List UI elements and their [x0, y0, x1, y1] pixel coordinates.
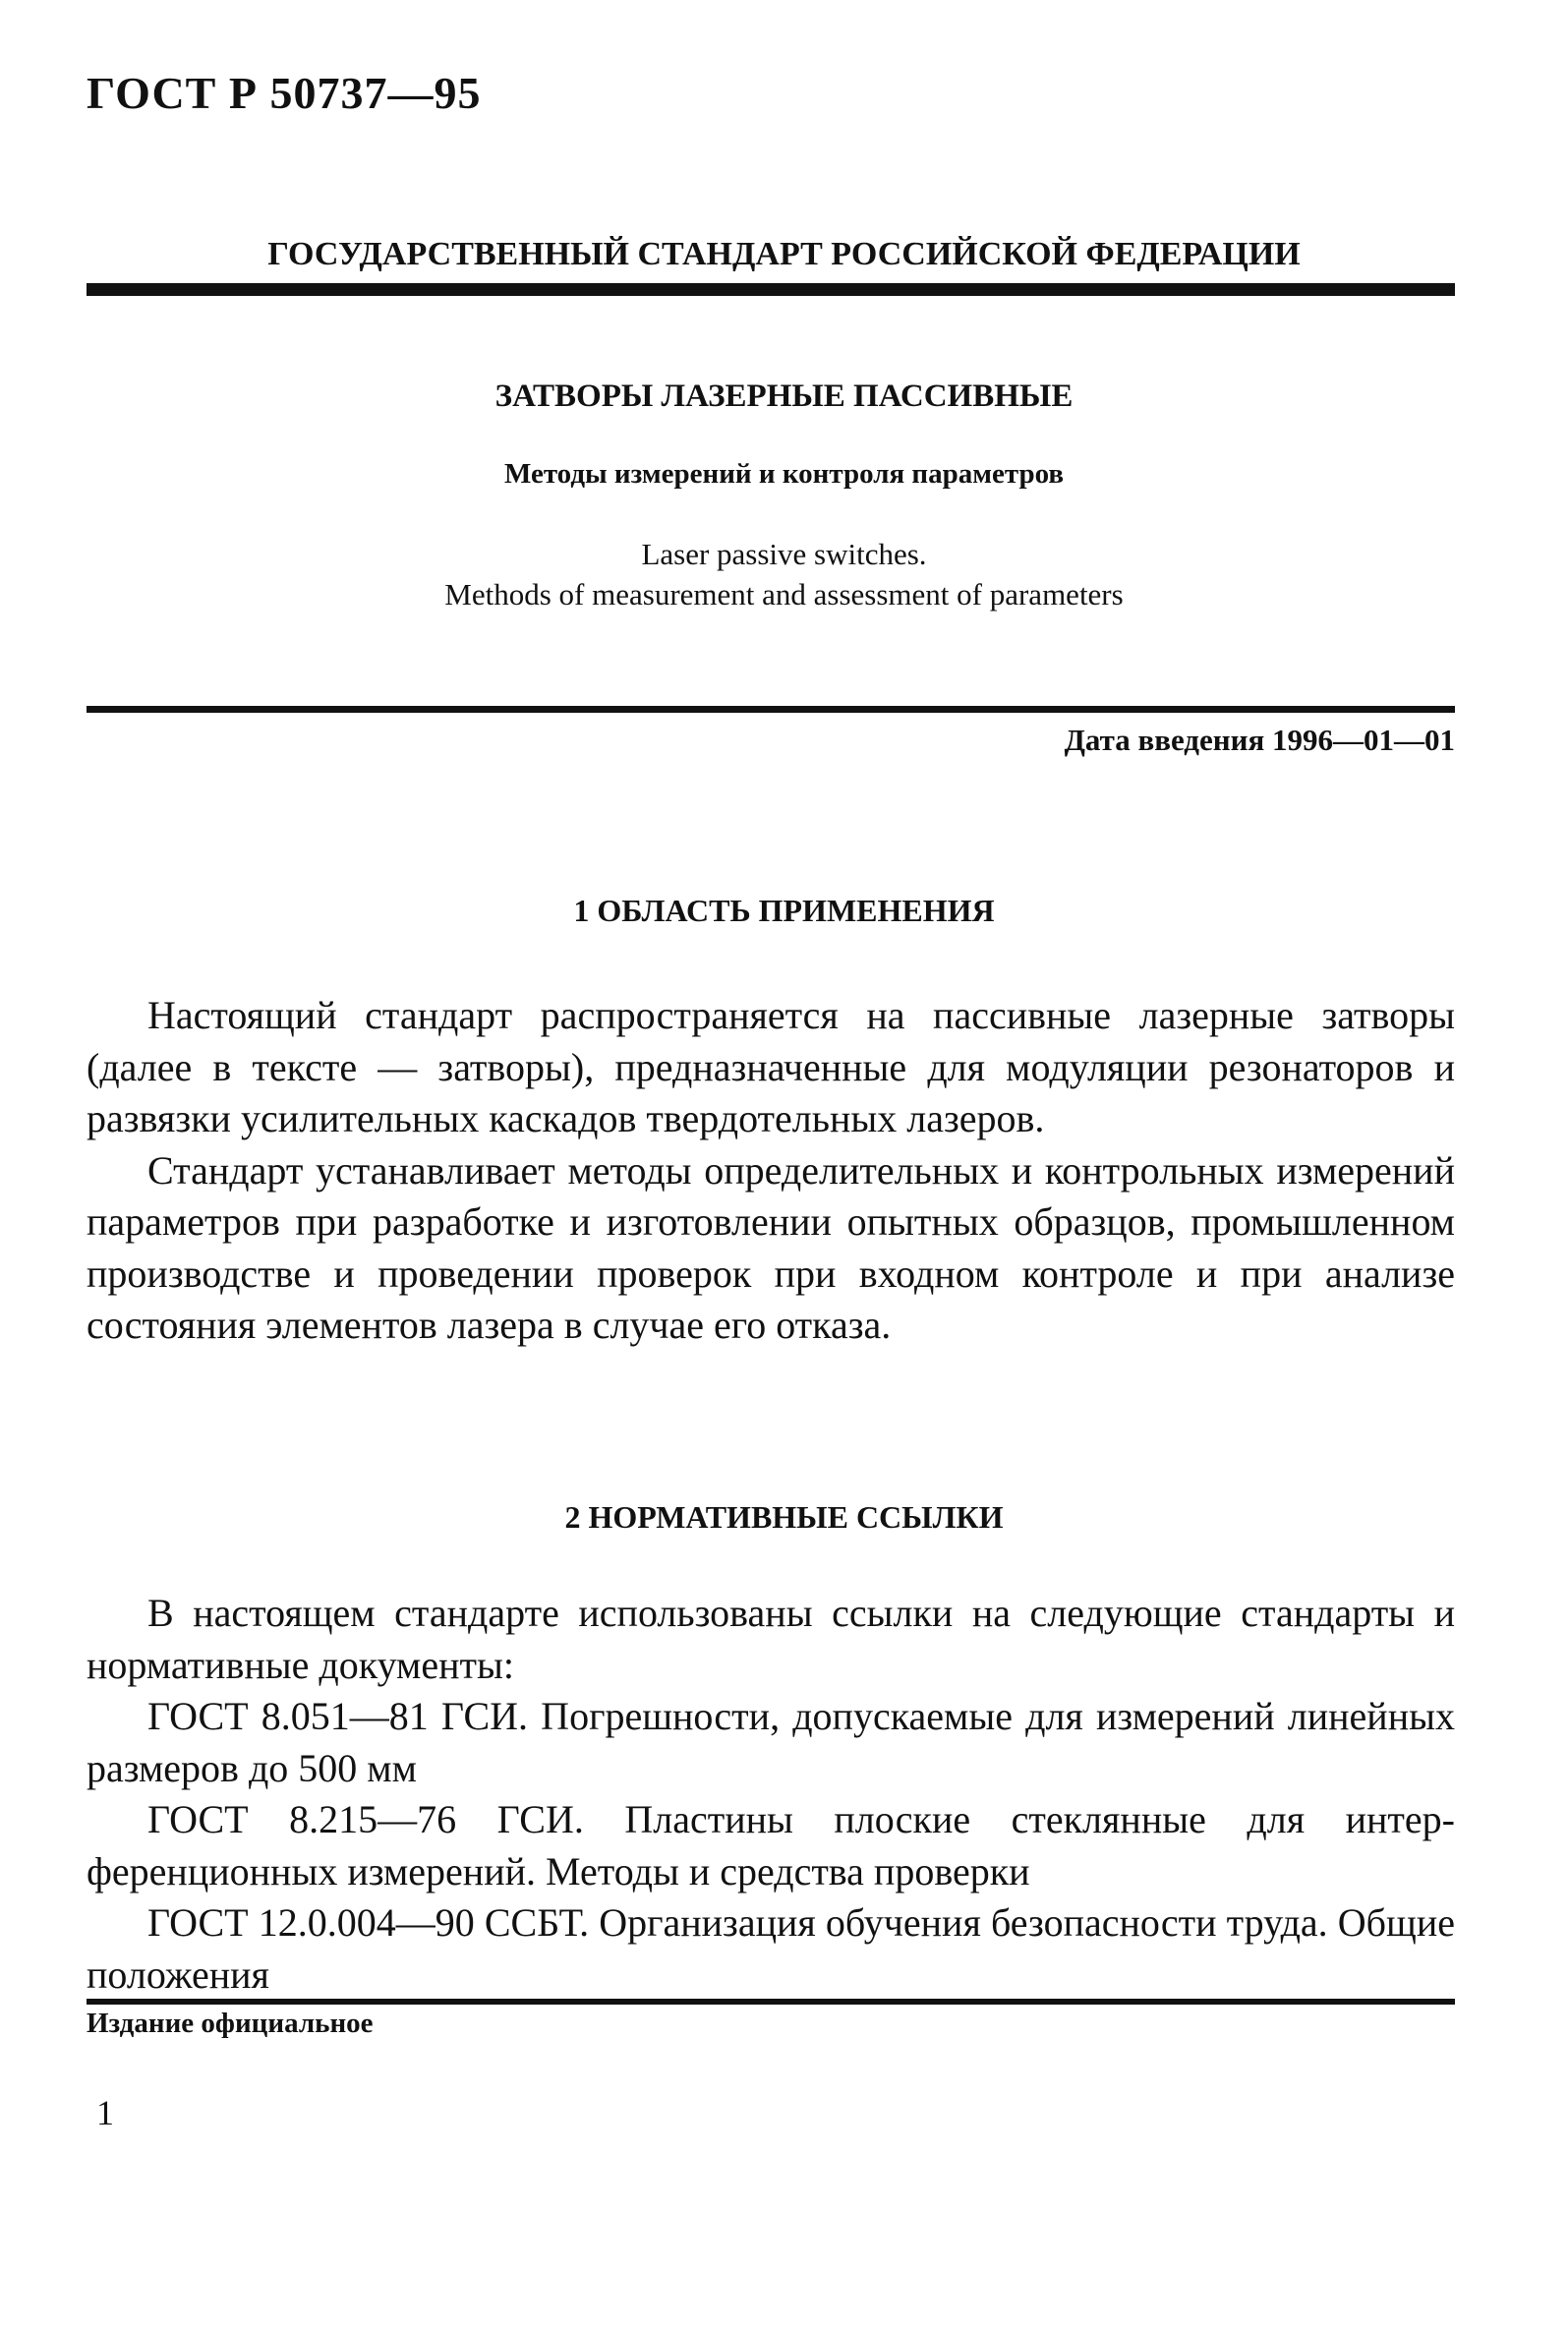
header-divider: [87, 283, 1455, 296]
reference-item: ГОСТ 8.051—81 ГСИ. Погрешности, допускаемые для измерений линейных размеров до 500 мм: [87, 1694, 1455, 1790]
edition-label: Издание официальное: [87, 2008, 374, 2039]
document-number: ГОСТ Р 50737—95: [87, 68, 482, 118]
section-1-body: [87, 990, 1455, 1352]
english-title-line-2: Methods of measurement and assessment of parameters: [444, 577, 1124, 612]
reference-item: ГОСТ 12.0.004—90 ССБТ. Организация обучения безопасности труда. Общие положения: [87, 1900, 1455, 1997]
organization-title: ГОСУДАРСТВЕННЫЙ СТАНДАРТ РОССИЙСКОЙ ФЕДЕРАЦИИ: [267, 236, 1301, 272]
section-2-heading: 2 НОРМАТИВНЫЕ ССЫЛКИ: [564, 1499, 1004, 1535]
section-1-heading: 1 ОБЛАСТЬ ПРИМЕНЕНИЯ: [573, 893, 995, 928]
footer-divider: [87, 1999, 1455, 2005]
paragraph: Стандарт устанавливает методы определительных и контрольных измерений параметров при разработке и изготовлении опытных образцов, промышленном производстве и проведении проверок при входном контроле и при анализе состояния элементов лазера в случае его отказа.: [87, 1147, 1455, 1347]
english-title-line-1: Laser passive switches.: [641, 537, 927, 571]
title-divider: [87, 706, 1455, 713]
paragraph: Настоящий стандарт распространяется на пассивные лазерные затворы (далее в тексте — затворы), предназначенные для модуляции резонаторов и развязки усилительных каскадов твердотельных лазеров.: [87, 993, 1455, 1140]
reference-item: ГОСТ 8.215—76 ГСИ. Пластины плоские стеклянные для интерференционных измерений. Методы и средства проверки: [87, 1797, 1455, 1893]
page-number: 1: [96, 2093, 114, 2132]
standard-subtitle: Методы измерений и контроля параметров: [503, 458, 1065, 490]
paragraph: В настоящем стандарте использованы ссылки на следующие стандарты и нормативные документы:: [87, 1591, 1455, 1687]
section-2-body: [87, 1588, 1455, 2001]
standard-title: ЗАТВОРЫ ЛАЗЕРНЫЕ ПАССИВНЫЕ: [494, 379, 1074, 414]
introduction-date: Дата введения 1996—01—01: [1064, 723, 1455, 757]
